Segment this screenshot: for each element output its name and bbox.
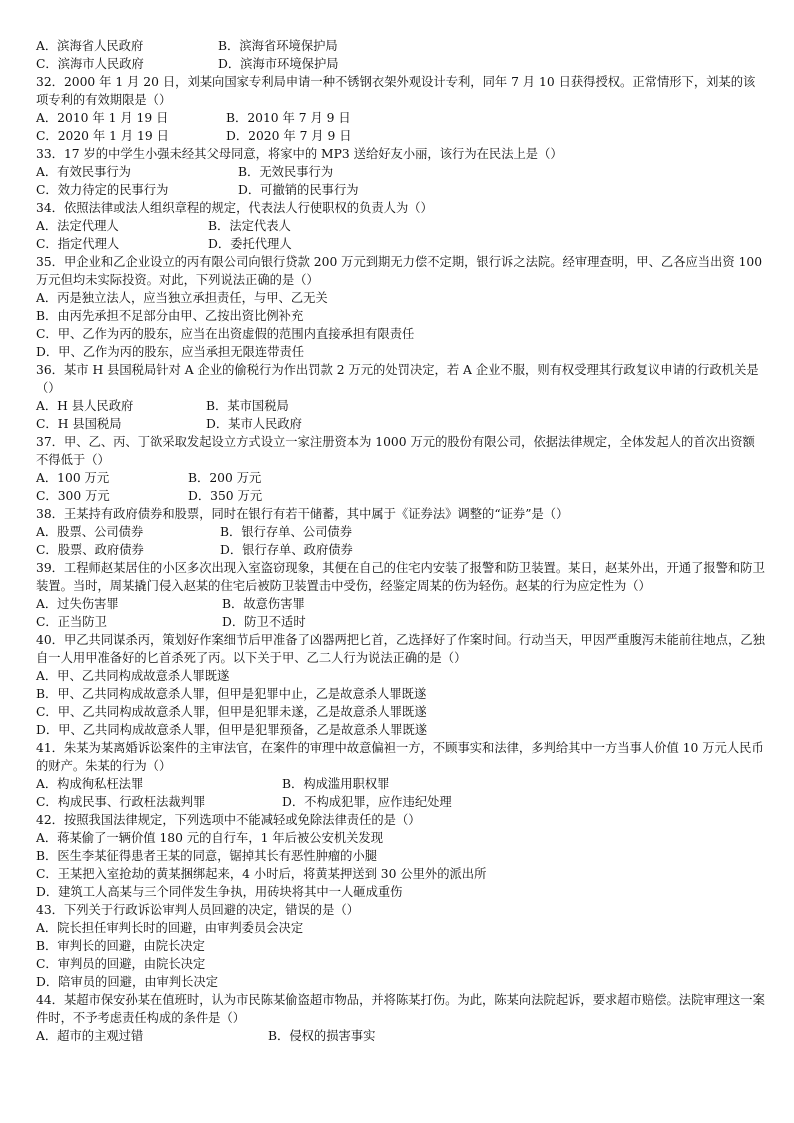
question-stem: 35．甲企业和乙企业设立的丙有限公司向银行贷款 200 万元到期无力偿不定期，银行诉之法院。经审理查明，甲、乙各应当出资 100 万元但均未实际投资。对此，下列说法正确的是（） [36,255,763,287]
option-b: B．某市国税局 [206,399,289,413]
option-a: A．构成徇私枉法罪 [36,777,144,791]
option-c: C．甲、乙共同构成故意杀人罪，但甲是犯罪未遂，乙是故意杀人罪既遂 [36,705,427,719]
question-34 [36,199,766,253]
option-a: A．超市的主观过错 [36,1029,144,1043]
option-b: B．甲、乙共同构成故意杀人罪，但甲是犯罪中止，乙是故意杀人罪既遂 [36,687,427,701]
option-b: B．医生李某征得患者王某的同意，锯掉其长有恶性肿瘤的小腿 [36,849,378,863]
option-d: D．某市人民政府 [206,417,302,431]
option-d: D．委托代理人 [208,237,292,251]
option-b: B．故意伤害罪 [222,597,305,611]
option-c: C．滨海市人民政府 [36,57,144,71]
option-c: C．王某把入室抢劫的黄某捆绑起来，4 小时后，将黄某押送到 30 公里外的派出所 [36,867,487,881]
option-c: C．甲、乙作为丙的股东，应当在出资虚假的范围内直接承担有限责任 [36,327,415,341]
option-a: A．甲、乙共同构成故意杀人罪既遂 [36,669,230,683]
question-stem: 32．2000 年 1 月 20 日，刘某向国家专利局申请一种不锈钢衣架外观设计专利，同年 7 月 10 日获得授权。正常情形下，刘某的该项专利的有效期限是（） [36,75,756,107]
question-stem: 43．下列关于行政诉讼审判人员回避的决定，错误的是（） [36,903,360,917]
option-c: C．H 县国税局 [36,417,122,431]
option-b: B．构成滥用职权罪 [282,777,390,791]
option-d: D．甲、乙共同构成故意杀人罪，但甲是犯罪预备，乙是故意杀人罪既遂 [36,723,428,737]
option-c: C．股票、政府债券 [36,543,144,557]
question-38 [36,505,766,559]
option-d: D．350 万元 [188,489,263,503]
option-a: A．股票、公司债券 [36,525,144,539]
question-stem: 36．某市 H 县国税局针对 A 企业的偷税行为作出罚款 2 万元的处罚决定，若 A 企业不服，则有权受理其行政复议申请的行政机关是（） [36,363,759,395]
option-d: D．滨海市环境保护局 [218,57,339,71]
option-c: C．构成民事、行政枉法裁判罪 [36,795,206,809]
question-stem: 39．工程师赵某居住的小区多次出现入室盗窃现象，其便在自己的住宅内安装了报警和防卫装置。某日，赵某外出，开通了报警和防卫装置。当时，周某撬门侵入赵某的住宅后被防卫装置击中受伤，经鉴定周某的伤为轻伤。赵某的行为应定性为（） [36,561,765,593]
option-d: D．防卫不适时 [222,615,306,629]
question-stem: 38．王某持有政府债券和股票，同时在银行有若干储蓄，其中属于《证券法》调整的“证券”是（） [36,507,569,521]
option-b: B．滨海省环境保护局 [218,39,338,53]
option-d: D．可撤销的民事行为 [238,183,359,197]
question-41 [36,739,766,811]
option-b: B．由丙先承担不足部分由甲、乙按出资比例补充 [36,309,304,323]
option-a: A．滨海省人民政府 [36,39,144,53]
option-b: B．法定代表人 [208,219,291,233]
option-row [36,235,766,253]
question-stem: 37．甲、乙、丙、丁欲采取发起设立方式设立一家注册资本为 1000 万元的股份有限公司，依据法律规定，全体发起人的首次出资额不得低于（） [36,435,755,467]
option-a: A．2010 年 1 月 19 日 [36,111,169,125]
option-c: C．正当防卫 [36,615,107,629]
option-a: A．有效民事行为 [36,165,131,179]
option-d: D．银行存单、政府债券 [220,543,353,557]
option-row [36,397,766,415]
exam-page [36,37,766,1045]
question-36 [36,361,766,433]
question-stem: 41．朱某为某离婚诉讼案件的主审法官，在案件的审理中故意偏袒一方，不顾事实和法律，多判给其中一方当事人价值 10 万元人民币的财产。朱某的行为（） [36,741,764,773]
option-row [36,523,766,541]
option-row [36,109,766,127]
option-c: C．审判员的回避，由院长决定 [36,957,206,971]
question-stem: 40．甲乙共同谋杀丙，策划好作案细节后甲准备了凶器两把匕首，乙选择好了作案时间。行动当天，甲因严重腹泻未能前往地点，乙独自一人用甲准备好的匕首杀死了丙。以下关于甲、乙二人行为说法正确的是（） [36,633,765,665]
option-row [36,163,766,181]
question-stem: 42．按照我国法律规定，下列选项中不能减轻或免除法律责任的是（） [36,813,421,827]
question-stem: 44．某超市保安孙某在值班时，认为市民陈某偷盗超市物品，并将陈某打伤。为此，陈某向法院起诉，要求超市赔偿。法院审理这一案件时，不予考虑责任构成的条件是（） [36,993,765,1025]
option-d: D．甲、乙作为丙的股东，应当承担无限连带责任 [36,345,305,359]
option-a: A．法定代理人 [36,219,119,233]
option-b: B．审判长的回避，由院长决定 [36,939,205,953]
option-b: B．2010 年 7 月 9 日 [226,111,351,125]
option-row [36,217,766,235]
option-c: C．300 万元 [36,489,110,503]
question-40 [36,631,766,739]
option-c: C．效力待定的民事行为 [36,183,169,197]
option-d: D．建筑工人高某与三个同伴发生争执，用砖块将其中一人砸成重伤 [36,885,403,899]
option-row [36,469,766,487]
question-37 [36,433,766,505]
option-row [36,541,766,559]
question-42 [36,811,766,901]
option-b: B．侵权的损害事实 [268,1029,376,1043]
question-43 [36,901,766,991]
option-a: A．100 万元 [36,471,110,485]
option-b: B．无效民事行为 [238,165,334,179]
option-row [36,613,766,631]
option-row [36,793,766,811]
option-d: D．陪审员的回避，由审判长决定 [36,975,219,989]
option-b: B．银行存单、公司债券 [220,525,353,539]
option-c: C．2020 年 1 月 19 日 [36,129,169,143]
option-row [36,415,766,433]
option-row [36,37,766,55]
question-33 [36,145,766,199]
option-a: A．H 县人民政府 [36,399,134,413]
option-row [36,487,766,505]
option-a: A．丙是独立法人，应当独立承担责任，与甲、乙无关 [36,291,328,305]
option-row [36,775,766,793]
question-44 [36,991,766,1045]
question-stem: 34．依照法律或法人组织章程的规定，代表法人行使职权的负责人为（） [36,201,433,215]
option-row [36,181,766,199]
option-row [36,1027,766,1045]
option-a: A．院长担任审判长时的回避，由审判委员会决定 [36,921,304,935]
question-32 [36,73,766,145]
option-d: D．不构成犯罪，应作违纪处理 [282,795,452,809]
question-stem: 33．17 岁的中学生小强未经其父母同意，将家中的 MP3 送给好友小丽，该行为在民法上是（） [36,147,563,161]
question-35 [36,253,766,361]
option-a: A．蒋某偷了一辆价值 180 元的自行车，1 年后被公安机关发现 [36,831,384,845]
option-c: C．指定代理人 [36,237,120,251]
option-a: A．过失伤害罪 [36,597,119,611]
question-39 [36,559,766,631]
option-b: B．200 万元 [188,471,262,485]
option-row [36,55,766,73]
option-row [36,595,766,613]
option-row [36,127,766,145]
option-d: D．2020 年 7 月 9 日 [226,129,352,143]
